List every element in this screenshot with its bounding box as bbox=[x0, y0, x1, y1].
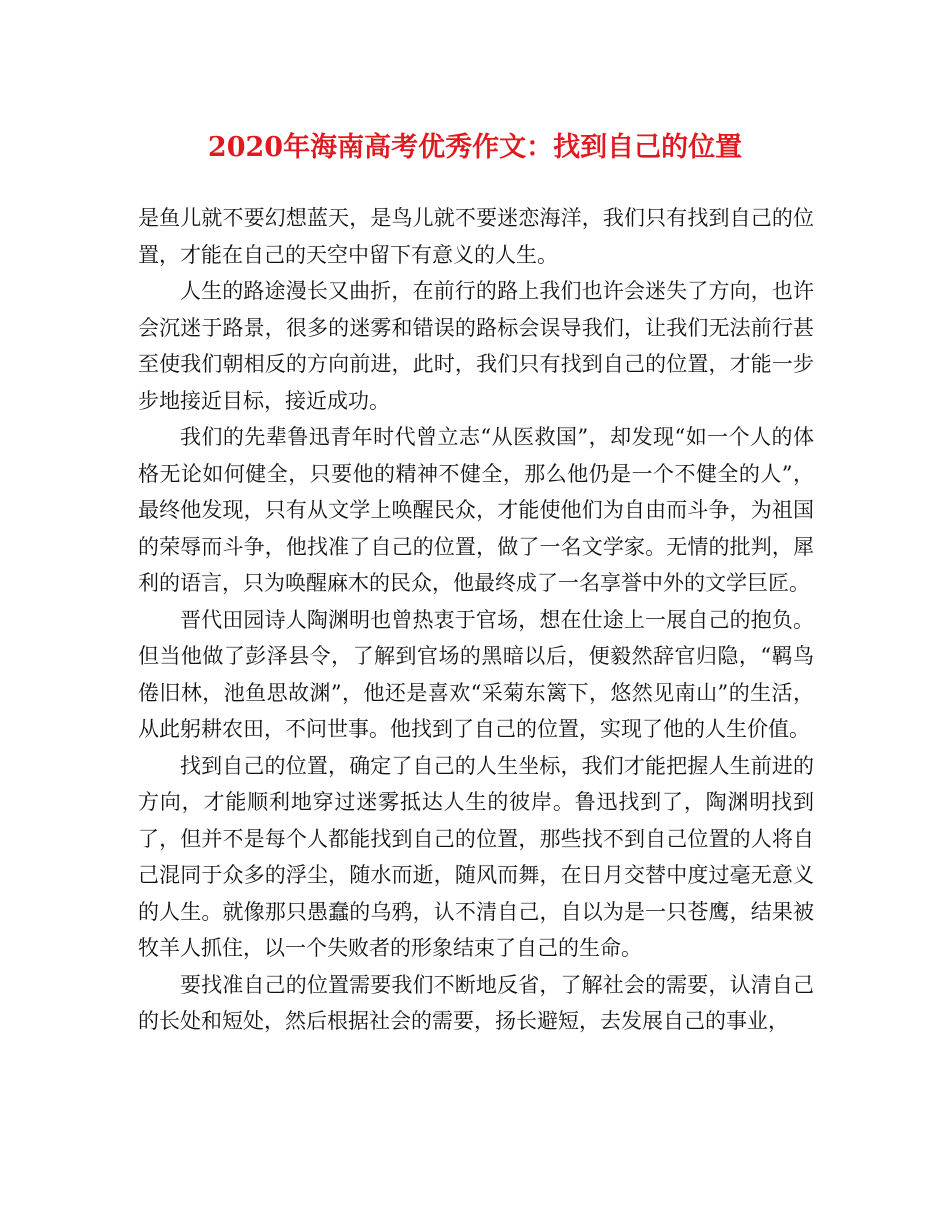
paragraph-6: 要找准自己的位置需要我们不断地反省，了解社会的需要，认清自己的长处和短处，然后根据社会的需要，扬长避短，去发展自己的事业， bbox=[138, 972, 814, 1033]
paragraph-1: 是鱼儿就不要幻想蓝天，是鸟儿就不要迷恋海洋，我们只有找到自己的位置，才能在自己的天空中留下有意义的人生。 bbox=[138, 206, 814, 267]
document-title: 2020年海南高考优秀作文：找到自己的位置 bbox=[207, 132, 743, 163]
paragraph-5: 找到自己的位置，确定了自己的人生坐标，我们才能把握人生前进的方向，才能顺利地穿过迷雾抵达人生的彼岸。鲁迅找到了，陶渊明找到了，但并不是每个人都能找到自己的位置，那些找不到自己位置的人将自己混同于众多的浮尘，随水而逝，随风而舞，在日月交替中度过毫无意义的人生。就像那只愚蠢的乌鸦，认不清自己，自以为是一只苍鹰，结果被牧羊人抓住，以一个失败者的形象结束了自己的生命。 bbox=[138, 753, 814, 960]
document-body bbox=[138, 200, 814, 1040]
paragraph-3: 我们的先辈鲁迅青年时代曾立志“从医救国”，却发现“如一个人的体格无论如何健全，只要他的精神不健全，那么他仍是一个不健全的人”，最终他发现，只有从文学上唤醒民众，才能使他们为自由而斗争，为祖国的荣辱而斗争，他找准了自己的位置，做了一名文学家。无情的批判，犀利的语言，只为唤醒麻木的民众，他最终成了一名享誉中外的文学巨匠。 bbox=[138, 425, 814, 595]
paragraph-4: 晋代田园诗人陶渊明也曾热衷于官场，想在仕途上一展自己的抱负。但当他做了彭泽县令，了解到官场的黑暗以后，便毅然辞官归隐，“羁鸟倦旧林，池鱼思故渊”，他还是喜欢“采菊东篱下，悠然见南山”的生活，从此躬耕农田，不问世事。他找到了自己的位置，实现了他的人生价值。 bbox=[138, 607, 814, 741]
paragraph-2: 人生的路途漫长又曲折，在前行的路上我们也许会迷失了方向，也许会沉迷于路景，很多的迷雾和错误的路标会误导我们，让我们无法前行甚至使我们朝相反的方向前进，此时，我们只有找到自己的位置，才能一步步地接近目标，接近成功。 bbox=[138, 279, 814, 413]
